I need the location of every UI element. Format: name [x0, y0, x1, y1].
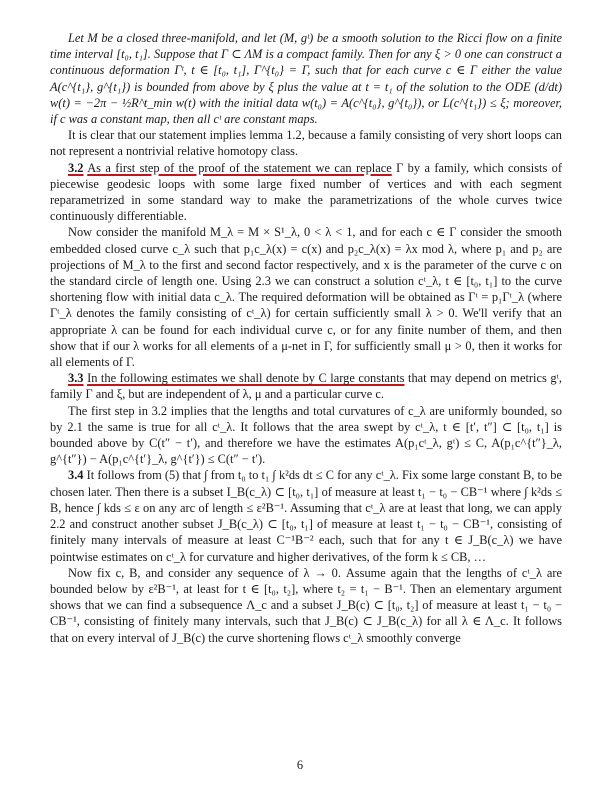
page-number: 6 [296, 758, 304, 772]
section-number: 3.2 [68, 160, 84, 175]
theorem-paragraph: Let M be a closed three-manifold, and let (M, gᵗ) be a smooth solution to the Ricci flow on a finite time interval [t₀, t₁]. Suppose that Γ ⊂ ΛM is a compact family. Then for any ξ > 0 one can construct a continuous deformation Γᵗ, t ∈ [t₀, t₁], Γ^{t₀} = Γ, such that for each curve c ∈ Γ either the value A(c^{t₁}, g^{t₁}) is bounded from above by ξ plus the value at t = t₁ of the solution to the ODE (d/dt) w(t) = −2π − ½R^t_min w(t) with the initial data w(t₀) = A(c^{t₀}, g^{t₀}), or L(c^{t₁}) ≤ ξ; moreover, if c was a constant map, then all cᵗ are constant maps. [50, 31, 562, 127]
underlined-text: As a first step of the proof of the statement we can replace [87, 160, 392, 175]
body-paragraph: Now fix c, B, and consider any sequence of λ → 0. Assume again that the lengths of cᵗ_λ are bounded below by ε²B⁻¹, at least for t ∈ [t₀, t₂], where t₂ = t₁ − B⁻¹. Then an elementary argument shows that we can find a subsequence Λ_c and a subset J_B(c) ⊂ [t₀, t₂] of measure at least t₁ − t₀ − CB⁻¹, consisting of finitely many intervals, such that J_B(c) ⊂ J_B(c_λ) for all λ ∈ Λ_c. It follows that on every interval of J_B(c) the curve shortening flows cᵗ_λ smoothly converge [50, 565, 562, 645]
section-3-3 [50, 370, 562, 402]
section-3-2 [50, 160, 562, 225]
underlined-text: In the following estimates we shall denote by C large constants [87, 371, 405, 386]
section-3-4 [50, 467, 562, 564]
section-text: that may depend on metrics gᵗ, family Γ and ξ, but are independent of λ, μ and a particular curve c. [50, 371, 562, 402]
body-paragraph: Now consider the manifold M_λ = M × S¹_λ, 0 < λ < 1, and for each c ∈ Γ consider the smooth embedded closed curve c_λ such that p₁c_λ(x) = c(x) and p₂c_λ(x) = λx mod λ, where p₁ and p₂ are projections of M_λ to the first and second factor respectively, and x is the parameter of the curve c on the standard circle of length one. Using 2.3 we can construct a solution cᵗ_λ, t ∈ [t₀, t₁] to the curve shortening flow with initial data c_λ. The required deformation will be obtained as Γᵗ = p₁Γᵗ_λ (where Γᵗ_λ denotes the family consisting of cᵗ_λ) for certain sufficiently small λ > 0. We'll verify that an appropriate λ can be found for each individual curve c, or for any finite number of them, and then show that if our λ works for all elements of a μ-net in Γ, for sufficiently small μ > 0, then it works for all elements of Γ. [50, 225, 562, 370]
section-text: It follows from (5) that ∫ from t₀ to t₁ ∫ k²ds dt ≤ C for any cᵗ_λ. Fix some large constant B, to be chosen later. Then there is a subset I_B(c_λ) ⊂ [t₀, t₁] of measure at least t₁ − t₀ − CB⁻¹ where ∫ k²ds ≤ B, hence ∫ kds ≤ ε on any arc of length ≤ ε²B⁻¹. Assuming that cᵗ_λ are at least that long, we can apply 2.2 and construct another subset J_B(c_λ) ⊂ [t₀, t₁] of measure at least t₁ − t₀ − CB⁻¹, consisting of finitely many intervals of measure at least C⁻¹B⁻² each, such that for any t ∈ J_B(c_λ) we have pointwise estimates on cᵗ_λ for curvature and higher derivatives, of the form k ≤ CB, … [50, 468, 562, 564]
section-number: 3.3 [68, 371, 84, 386]
section-text: Γ by a family, which consists of piecewise geodesic loops with some large fixed number of vertices and with each segment reparametrized in some standard way to make the parametrizations of the whole curves twice continuously differentiable. [50, 160, 562, 224]
body-paragraph: It is clear that our statement implies lemma 1.2, because a family consisting of very short loops can not represent a nontrivial relative homotopy class. [50, 128, 562, 159]
body-paragraph: The first step in 3.2 implies that the lengths and total curvatures of c_λ are uniformly bounded, so by 2.1 the same is true for all cᵗ_λ. It follows that the area swept by cᵗ_λ, t ∈ [t′, t″] ⊂ [t₀, t₁] is bounded above by C(t″ − t′), and therefore we have the estimates A(p₁cᵗ_λ, gᵗ) ≤ C, A(p₁c^{t″}_λ, g^{t″}) − A(p₁c^{t′}_λ, g^{t′}) ≤ C(t″ − t′). [50, 403, 562, 467]
section-number: 3.4 [68, 468, 84, 483]
page-body [50, 30, 562, 646]
